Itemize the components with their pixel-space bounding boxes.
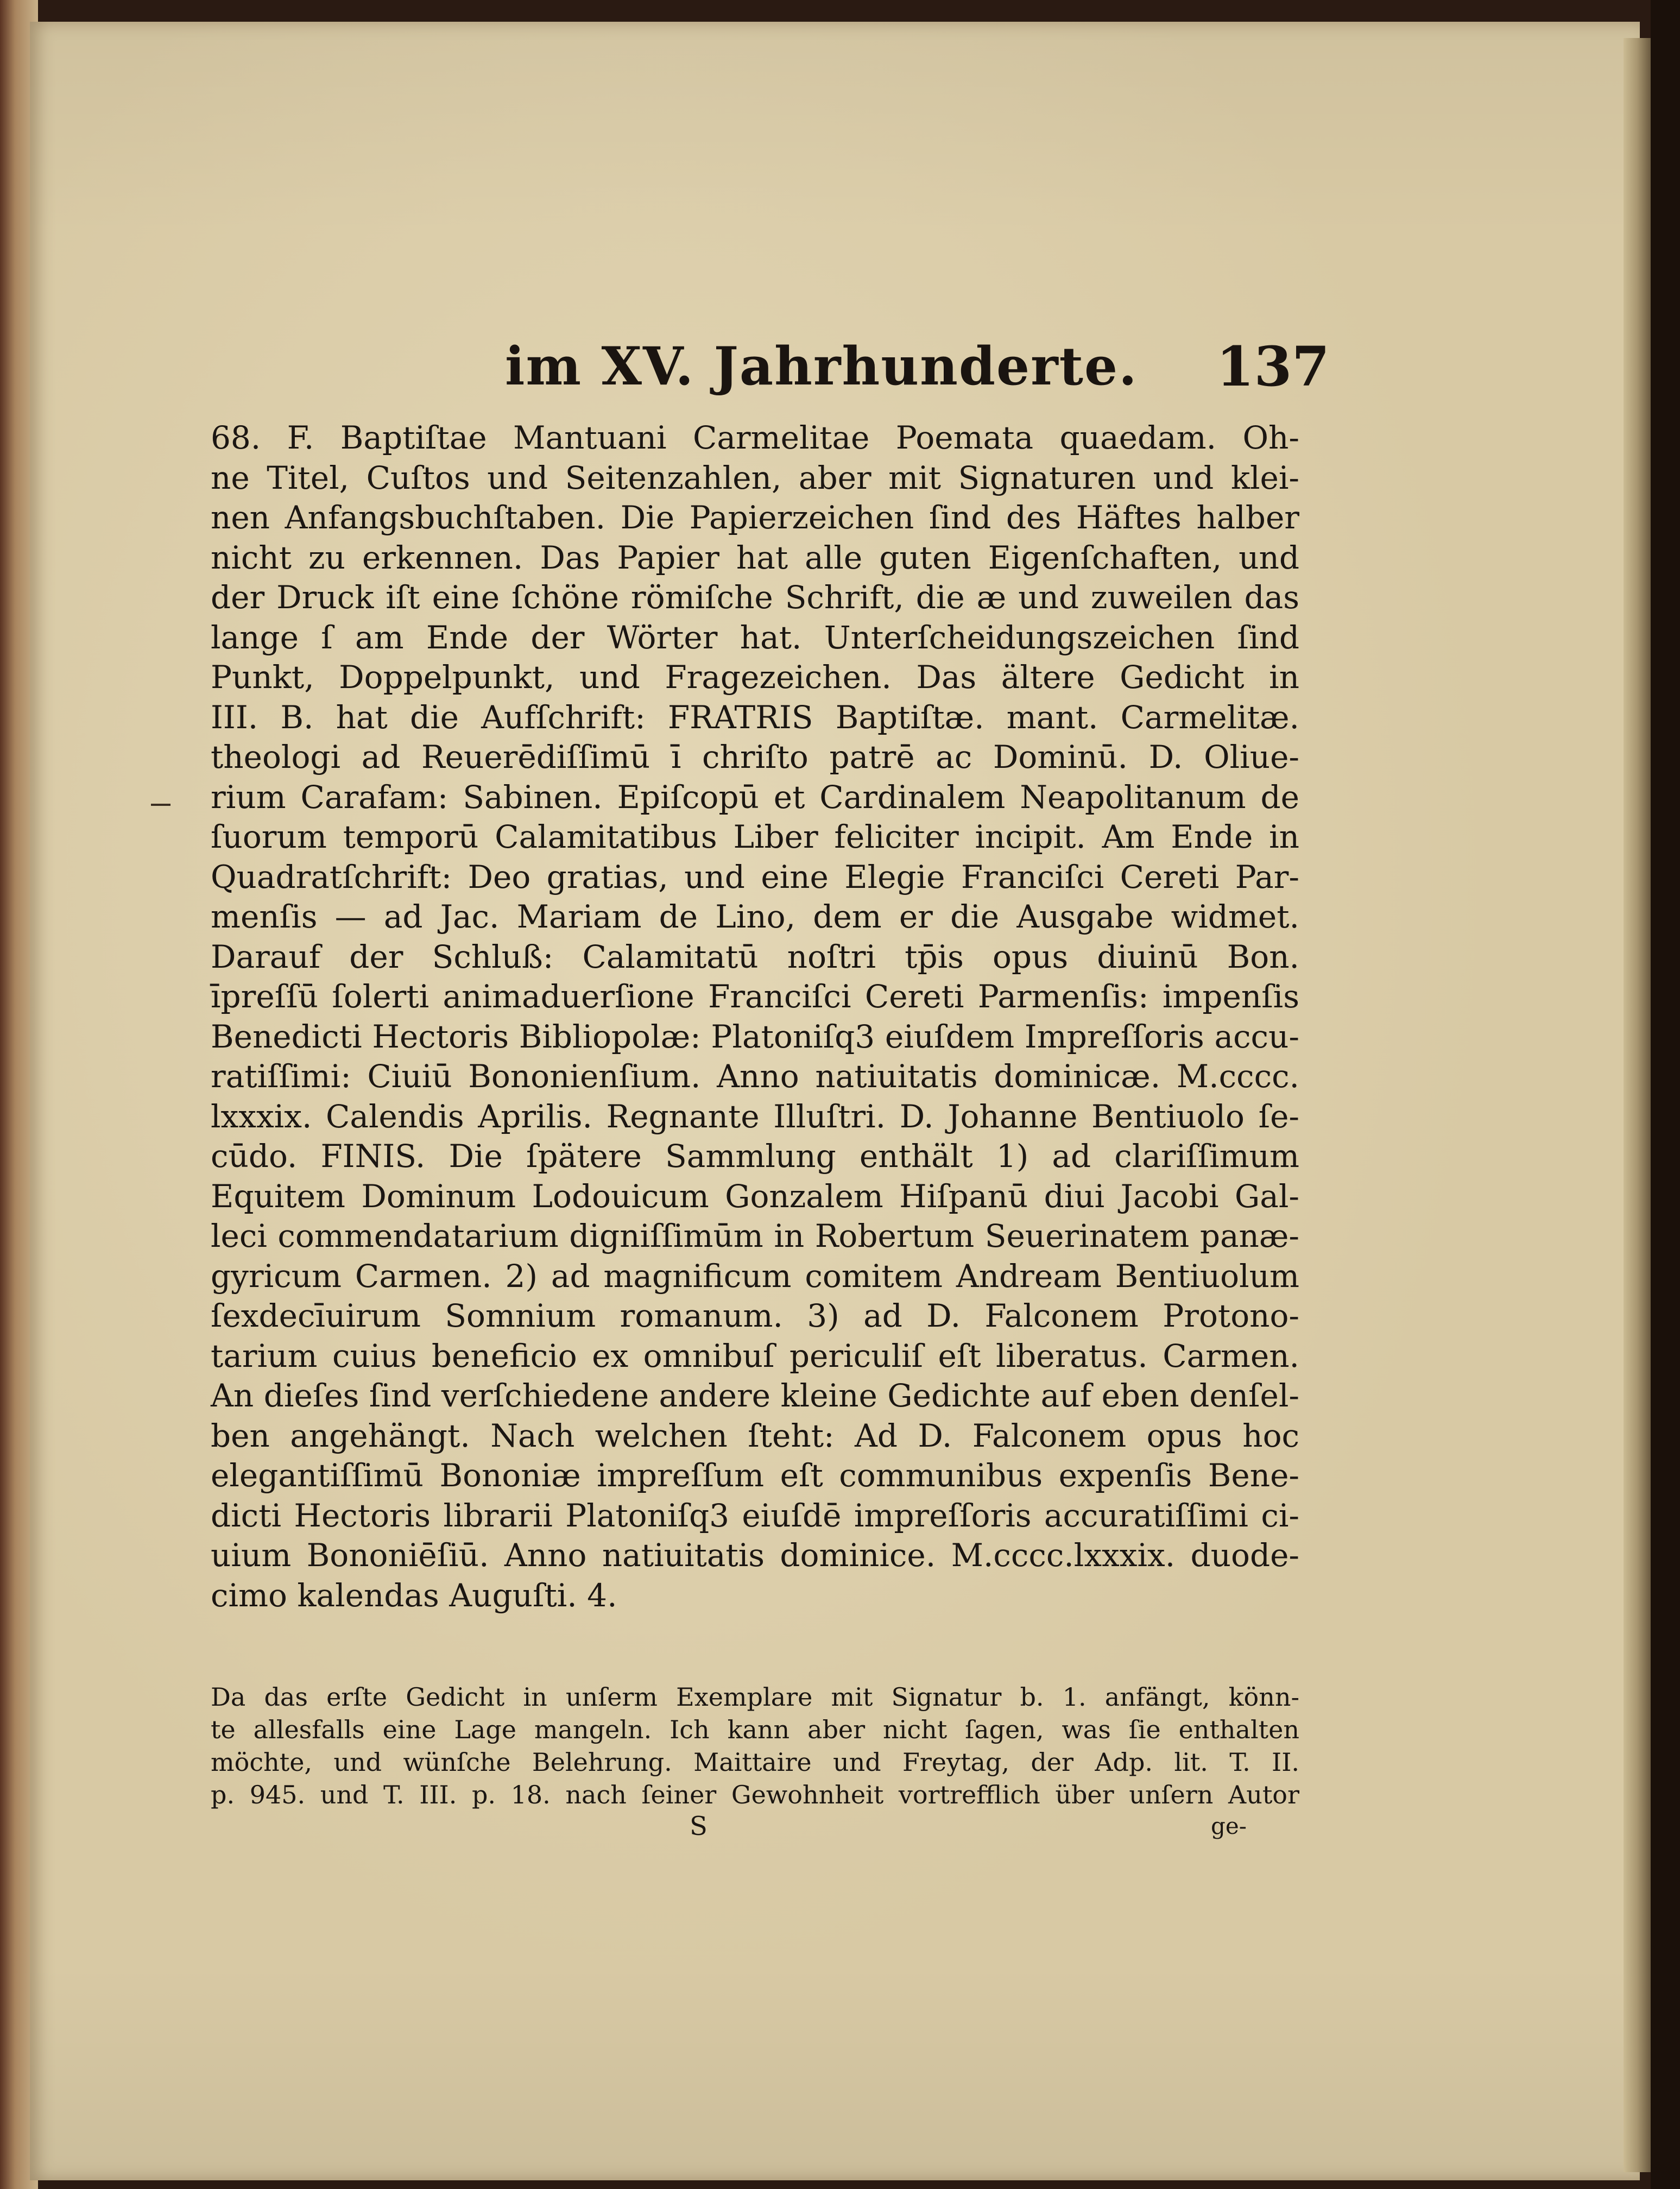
text-line: uium Bononiēſiū. Anno natiuitatis dominice. M.cccc.lxxxix. duode- xyxy=(211,1537,1299,1574)
text-line: nen Anfangsbuchſtaben. Die Papierzeichen ſind des Häftes halber xyxy=(211,499,1299,536)
text-line: Punkt, Doppelpunkt, und Fragezeichen. Das ältere Gedicht in xyxy=(211,659,1299,696)
signature-mark: S xyxy=(690,1811,708,1841)
text-line: Benedicti Hectoris Bibliopolæ: Platoniſq3 eiuſdem Impreſſoris accu- xyxy=(211,1018,1299,1055)
text-line: rium Carafam: Sabinen. Epiſcopū et Cardinalem Neapolitanum de xyxy=(211,778,1299,816)
text-line: ne Titel, Cuſtos und Seitenzahlen, aber mit Signaturen und klei- xyxy=(211,459,1299,496)
text-line: elegantiſſimū Bononiæ impreſſum eſt communibus expenſis Bene- xyxy=(211,1457,1299,1494)
text-line: leci commendatarium digniſſimūm in Robertum Seuerinatem panæ- xyxy=(211,1217,1299,1254)
text-line: 68. F. Baptiſtae Mantuani Carmelitae Poemata quaedam. Oh- xyxy=(211,419,1299,456)
text-line: theologi ad Reuerēdiſſimū ī chriſto patrē ac Dominū. D. Oliue- xyxy=(211,739,1299,775)
page-number: 137 xyxy=(1216,335,1330,399)
footnote-block xyxy=(211,1681,1299,1811)
text-line: īpreſſū ſolerti animaduerſione Franciſci Cereti Parmenſis: impenſis xyxy=(211,978,1299,1015)
page-stack-edge xyxy=(1624,38,1651,2172)
text-line: nicht zu erkennen. Das Papier hat alle guten Eigenſchaften, und xyxy=(211,539,1299,576)
text-line: tarium cuius beneficio ex omnibuſ periculiſ eſt liberatus. Carmen. xyxy=(211,1337,1299,1374)
main-text-block xyxy=(211,418,1299,1616)
margin-mark xyxy=(151,804,170,806)
footnote-line: te allesfalls eine Lage mangeln. Ich kann aber nicht ſagen, was ſie enthalten xyxy=(211,1715,1299,1744)
text-line: ſexdecīuirum Somnium romanum. 3) ad D. Falconem Protono- xyxy=(211,1297,1299,1334)
text-line: Quadratſchrift: Deo gratias, und eine Elegie Franciſci Cereti Par- xyxy=(211,858,1299,895)
running-header xyxy=(505,331,1330,402)
text-line: lxxxix. Calendis Aprilis. Regnante Illuſtri. D. Johanne Bentiuolo ſe- xyxy=(211,1097,1299,1135)
running-title: im XV. Jahrhunderte. xyxy=(505,336,1138,397)
catchword: ge- xyxy=(1211,1813,1247,1839)
text-line: III. B. hat die Aufſchrift: FRATRIS Baptiſtæ. mant. Carmelitæ. xyxy=(211,698,1299,736)
text-line: der Druck iſt eine ſchöne römiſche Schrift, die æ und zuweilen das xyxy=(211,579,1299,616)
text-line: An dieſes ſind verſchiedene andere kleine Gedichte auf eben denſel- xyxy=(211,1377,1299,1414)
text-line: cūdo. FINIS. Die ſpätere Sammlung enthält 1) ad clariſſimum xyxy=(211,1138,1299,1175)
footnote-line: p. 945. und T. III. p. 18. nach ſeiner Gewohnheit vortrefflich über unſern Autor xyxy=(211,1780,1299,1809)
text-line: menſis — ad Jac. Mariam de Lino, dem er die Ausgabe widmet. xyxy=(211,898,1299,935)
text-line: ben angehängt. Nach welchen ſteht: Ad D. Falconem opus hoc xyxy=(211,1417,1299,1454)
text-line: dicti Hectoris librarii Platoniſq3 eiuſdē impreſſoris accuratiſſimi ci- xyxy=(211,1497,1299,1534)
text-line: Darauf der Schluß: Calamitatū noſtri tp̄is opus diuinū Bon. xyxy=(211,938,1299,975)
footnote-line: möchte, und wünſche Belehrung. Maittaire und Freytag, der Adp. lit. T. II. xyxy=(211,1748,1299,1777)
text-line: ſuorum temporū Calamitatibus Liber feliciter incipit. Am Ende in xyxy=(211,818,1299,855)
footnote-line: Da das erſte Gedicht in unſerm Exemplare mit Signatur b. 1. anfängt, könn- xyxy=(211,1682,1299,1712)
background-edge xyxy=(1651,0,1680,2189)
text-line: gyricum Carmen. 2) ad magnificum comitem Andream Bentiuolum xyxy=(211,1257,1299,1295)
text-line: ratiſſimi: Ciuiū Bononienſium. Anno natiuitatis dominicæ. M.cccc. xyxy=(211,1058,1299,1095)
text-line: cimo kalendas Auguſti. 4. xyxy=(211,1576,617,1614)
text-line: lange ſ am Ende der Wörter hat. Unterſcheidungszeichen ſind xyxy=(211,619,1299,656)
text-line: Equitem Dominum Lodouicum Gonzalem Hiſpanū diui Jacobi Gal- xyxy=(211,1177,1299,1215)
